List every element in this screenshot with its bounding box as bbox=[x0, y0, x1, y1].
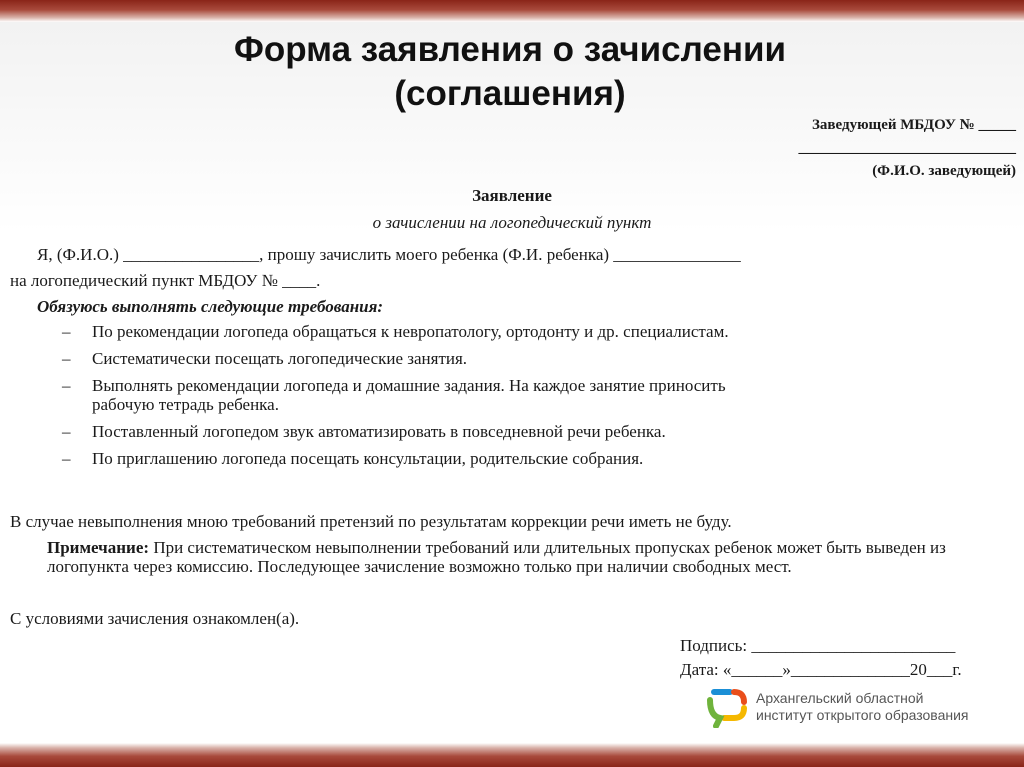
logo-text bbox=[756, 690, 1016, 724]
recipient-line-1: Заведующей МБДОУ № _____ bbox=[812, 117, 1016, 133]
requirement-text: По приглашению логопеда посещать консультации, родительские собрания. bbox=[92, 449, 644, 468]
list-item bbox=[62, 422, 982, 441]
list-dash: – bbox=[62, 422, 71, 441]
note-label: Примечание: bbox=[47, 538, 150, 557]
recipient-block bbox=[716, 114, 1016, 183]
list-dash: – bbox=[62, 376, 71, 395]
top-decorative-band bbox=[0, 0, 1024, 22]
requirement-text: По рекомендации логопеда обращаться к невропатологу, ортодонту и др. специалистам. bbox=[92, 322, 729, 341]
bottom-decorative-band bbox=[0, 743, 1024, 767]
list-dash: – bbox=[62, 449, 71, 468]
page-title bbox=[180, 28, 840, 116]
requirements-list bbox=[62, 322, 982, 476]
recipient-line-2: _____________________________ bbox=[798, 140, 1016, 156]
logo-text-line-1: Архангельский областной bbox=[756, 690, 924, 706]
claims-statement: В случае невыполнения мною требований претензий по результатам коррекции речи иметь не буду. bbox=[10, 512, 732, 531]
date-line: Дата: «______»______________20___г. bbox=[680, 660, 962, 679]
requirement-text: Выполнять рекомендации логопеда и домашние задания. На каждое занятие приносить рабочую тетрадь ребенка. bbox=[92, 376, 726, 414]
requirement-text: Систематически посещать логопедические занятия. bbox=[92, 349, 468, 368]
application-subheading: о зачислении на логопедический пункт bbox=[372, 213, 652, 232]
title-line-2: (соглашения) bbox=[394, 74, 626, 113]
signature-line: Подпись: ________________________ bbox=[680, 636, 956, 655]
speech-bubble-logo-icon bbox=[706, 688, 750, 728]
list-item bbox=[62, 376, 982, 414]
title-line-1: Форма заявления о зачислении bbox=[233, 30, 787, 69]
note-block bbox=[47, 538, 1012, 576]
logo-text-line-2: институт открытого образования bbox=[756, 707, 969, 723]
body-line-2: на логопедический пункт МБДОУ № ____. bbox=[10, 271, 321, 290]
application-heading: Заявление bbox=[472, 186, 552, 205]
recipient-line-3: (Ф.И.О. заведующей) bbox=[872, 163, 1016, 179]
acknowledgement: С условиями зачисления ознакомлен(а). bbox=[10, 609, 300, 628]
body-line-1: Я, (Ф.И.О.) ________________, прошу зачислить моего ребенка (Ф.И. ребенка) _______________ bbox=[37, 245, 741, 264]
list-dash: – bbox=[62, 322, 71, 341]
list-item bbox=[62, 322, 982, 341]
note-text: При систематическом невыполнении требований или длительных пропусках ребенок может быть выведен из логопункта через комиссию. Последующее зачисление возможно только при наличии свободных мест. bbox=[47, 538, 946, 576]
requirement-text: Поставленный логопедом звук автоматизировать в повседневной речи ребенка. bbox=[92, 422, 666, 441]
list-item bbox=[62, 349, 982, 368]
list-dash: – bbox=[62, 349, 71, 368]
list-item bbox=[62, 449, 982, 468]
obligations-label: Обязуюсь выполнять следующие требования: bbox=[37, 297, 384, 316]
institute-logo bbox=[706, 688, 1006, 730]
